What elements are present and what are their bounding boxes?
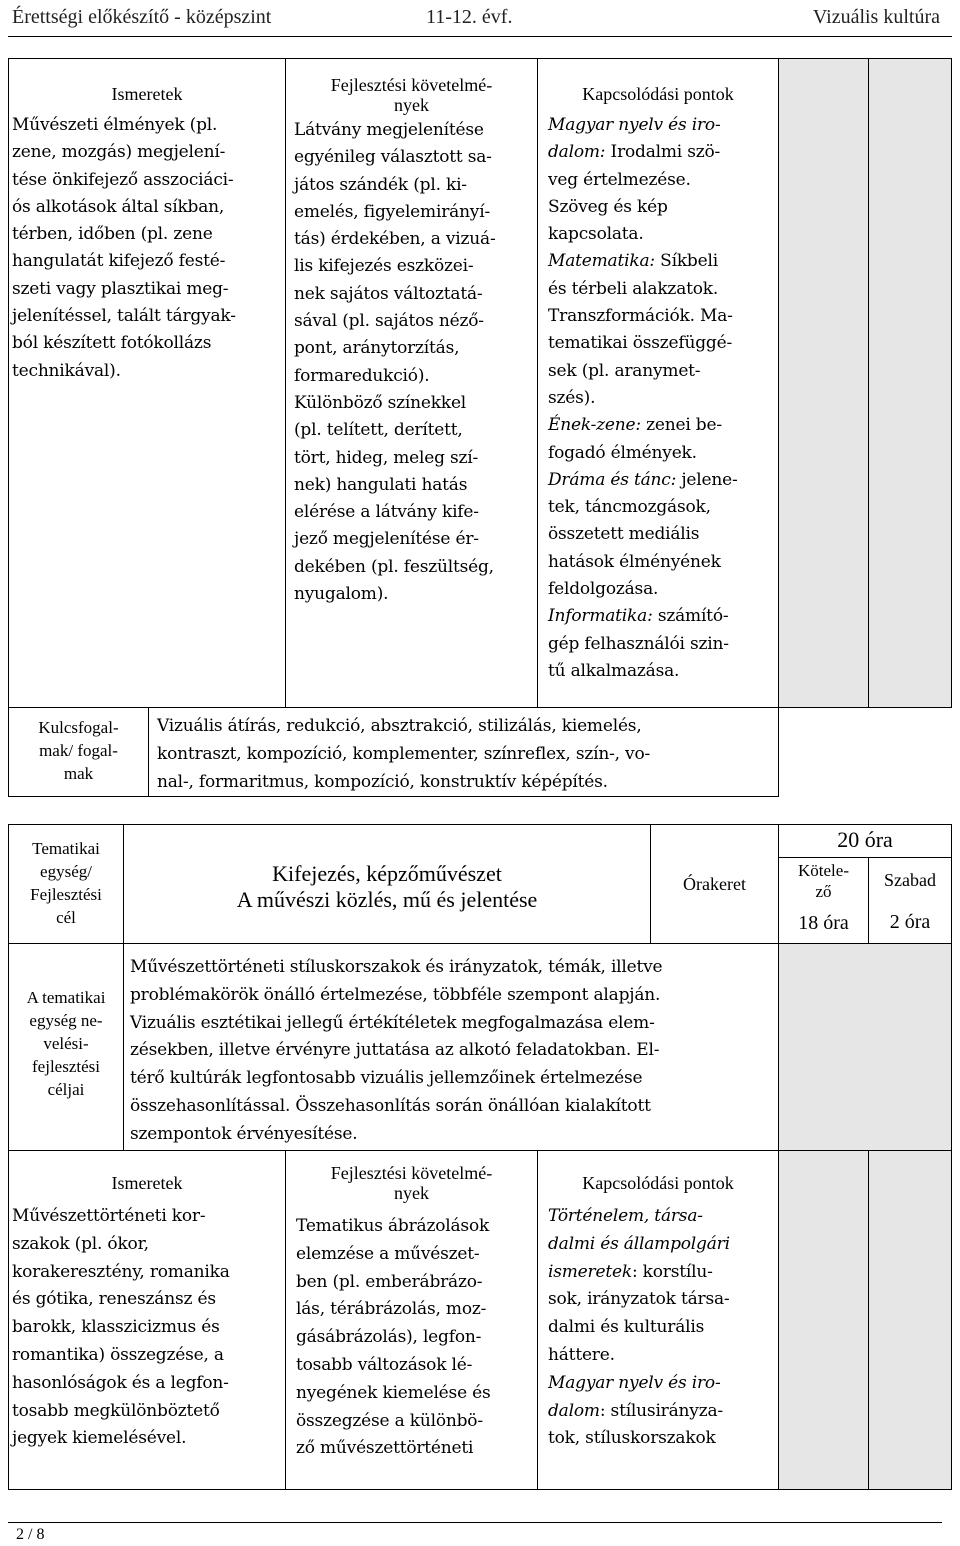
- s1-kapcsolodasi-head: Kapcsolódási pontok: [582, 84, 734, 104]
- s2-celjai-label: A tematikai egység ne- velési- fejlesztési céljai: [26, 988, 106, 1099]
- s2-kapcsolodasi-list: [538, 1193, 778, 1453]
- s1-kapcsolodasi-list: [538, 104, 778, 685]
- s2-grey-column-2: [868, 1150, 952, 1490]
- s2-kapcsolodasi-head: Kapcsolódási pontok: [582, 1173, 734, 1193]
- s1-ismeretek-head: Ismeretek: [111, 84, 183, 104]
- s2-orakeret-cell: [650, 824, 779, 944]
- s2-tematikai-label: Tematikai egység/ Fejlesztési cél: [30, 839, 102, 927]
- s2-szabad-label: Szabad: [884, 870, 936, 890]
- header-rule: [8, 36, 952, 37]
- kapcsolodasi-text: : korstílu- sok, irányzatok társa- dalmi és kulturális háttere.: [548, 1261, 730, 1365]
- footer-rule: [8, 1522, 942, 1523]
- kapcsolodasi-subject: Magyar nyelv és iro- dalom:: [548, 115, 721, 163]
- s2-ismeretek-cell: [8, 1150, 286, 1490]
- kapcsolodasi-text: Síkbeli és térbeli alakzatok. Transzformációk. Ma- tematikai összefüggé- sek (pl. aranymet- szés).: [548, 251, 733, 408]
- s2-szabad-hours: 2 óra: [889, 911, 931, 933]
- s1-kulcs-text-cell: [148, 707, 779, 797]
- s2-total-hours-cell: [778, 824, 952, 858]
- s1-kulcs-label-cell: [8, 707, 149, 797]
- header-subject: Vizuális kultúra: [812, 6, 940, 28]
- s2-kotelezo-cell: [778, 857, 869, 944]
- s2-title-cell: [123, 824, 651, 944]
- s2-fejlesztesi-head: Fejlesztési követelmé- nyek: [330, 1163, 493, 1203]
- s1-kapcsolodasi-cell: [537, 58, 779, 708]
- kapcsolodasi-item: [548, 603, 772, 685]
- kapcsolodasi-subject: Történelem, társa- dalmi és állampolgári ismeretek: [548, 1206, 730, 1282]
- s2-kotelezo-hours: 18 óra: [798, 912, 849, 934]
- s2-celjai-text: Művészettörténeti stíluskorszakok és irányzatok, témák, illetve problémakörök önálló értelmezése, többféle szempont alapján. Vizuális esztétikai jellegű értékítéletek megfogalmazása elem- zésekben, illetve érvényre juttatása az alkotó feladatokban. El- térő kultúrák legfontosabb vizuális jellemzőinek értelmezése összehasonlítással. Összehasonlítás során önállóan kialakított szempontok érvényesítése.: [130, 957, 663, 1144]
- kapcsolodasi-item: [548, 112, 772, 248]
- s2-kapcsolodasi-cell: [537, 1150, 779, 1490]
- header-title: Érettségi előkészítő - középszint: [12, 6, 272, 28]
- s2-orakeret-label: Órakeret: [683, 874, 746, 894]
- s2-title-line2: A művészi közlés, mű és jelentése: [236, 887, 538, 912]
- kapcsolodasi-subject: Magyar nyelv és iro- dalom: [548, 1372, 721, 1421]
- kapcsolodasi-subject: Informatika:: [548, 606, 653, 627]
- kapcsolodasi-item: [548, 248, 772, 412]
- s1-grey-column-1: [778, 58, 869, 708]
- kapcsolodasi-text: : stílusirányza- tok, stíluskorszakok: [548, 1400, 723, 1449]
- s2-celjai-text-cell: [123, 943, 779, 1151]
- s1-ismeretek-cell: [8, 58, 286, 708]
- s2-fejlesztesi-cell: [285, 1150, 538, 1490]
- s1-grey-column-2: [868, 58, 952, 708]
- s2-celjai-label-cell: [8, 943, 124, 1151]
- s1-fejlesztesi-text: Látvány megjelenítése egyénileg választott sa- játos szándék (pl. ki- emelés, figyelemirányí- tás) érdekében, a vizuá- lis kifejezés eszközei- nek sajátos változtatá- sával (pl. sajátos néző- pont, aránytorzítás, formaredukció). Különböző színekkel (pl. telített, derített, tört, hideg, meleg szí- nek) hangulati hatás elérése a látvány kife- jező megjelenítése ér- dekében (pl. feszültség, nyugalom).: [294, 120, 496, 605]
- kapcsolodasi-item: [548, 1370, 772, 1453]
- kapcsolodasi-subject: Ének-zene:: [548, 415, 641, 436]
- s2-grey-column-1: [778, 1150, 869, 1490]
- s2-ismeretek-text: Művészettörténeti kor- szakok (pl. ókor, korakeresztény, romanika és gótika, reneszánsz és barokk, klasszicizmus és romantika) összegzése, a hasonlóságok és a legfon- tosabb megkülönböztető jegyek kiemelésével.: [12, 1206, 230, 1449]
- header-grade: 11-12. évf.: [426, 6, 513, 28]
- kapcsolodasi-item: [548, 412, 772, 467]
- kapcsolodasi-subject: Dráma és tánc:: [548, 469, 677, 490]
- kapcsolodasi-item: [548, 1203, 772, 1370]
- s1-fejlesztesi-head: Fejlesztési követelmé- nyek: [330, 75, 493, 115]
- s2-celjai-grey-cell: [778, 943, 952, 1151]
- s2-kotelezo-label: Kötele- ző: [798, 861, 849, 901]
- s2-fejlesztesi-text: Tematikus ábrázolások elemzése a művészet- ben (pl. emberábrázo- lás, térábrázolás, moz- gásábrázolás), legfon- tosabb változások lé- nyegének kiemelése és összegzése a különbö- ző művészettörténeti: [296, 1216, 491, 1459]
- page-number: 2 / 8: [16, 1526, 45, 1543]
- kapcsolodasi-text: zenei be- fogadó élmények.: [548, 415, 722, 463]
- kapcsolodasi-text: jelene- tek, táncmozgások, összetett mediális hatások élményének feldolgozása.: [548, 469, 738, 600]
- kapcsolodasi-text: Irodalmi szö- veg értelmezése. Szöveg és kép kapcsolata.: [548, 142, 721, 245]
- kapcsolodasi-subject: Matematika:: [548, 251, 655, 272]
- kapcsolodasi-text: számító- gép felhasználói szin- tű alkalmazása.: [548, 606, 729, 681]
- s2-szabad-cell: [868, 857, 952, 944]
- kapcsolodasi-item: [548, 467, 772, 603]
- s1-ismeretek-text: Művészeti élmények (pl. zene, mozgás) megjelení- tése önkifejező asszociáci- ós alkotások által síkban, térben, időben (pl. zene hangulatát kifejező festé- szeti vagy plasztikai meg- jelenítéssel, talált tárgyak- ból készített fotókollázs technikával).: [12, 115, 236, 381]
- s2-ismeretek-head: Ismeretek: [111, 1173, 183, 1193]
- s2-tematikai-label-cell: [8, 824, 124, 944]
- s1-kulcs-text: Vizuális átírás, redukció, absztrakció, stilizálás, kiemelés, kontraszt, kompozíció, komplementer, színreflex, szín-, vo- nal-, formaritmus, kompozíció, konstruktív képépítés.: [157, 716, 651, 792]
- s1-kulcs-label: Kulcsfogal- mak/ fogal- mak: [38, 718, 119, 783]
- s1-fejlesztesi-cell: [285, 58, 538, 708]
- s2-total-hours: 20 óra: [837, 827, 893, 852]
- s2-title-line1: Kifejezés, képzőművészet: [272, 861, 502, 886]
